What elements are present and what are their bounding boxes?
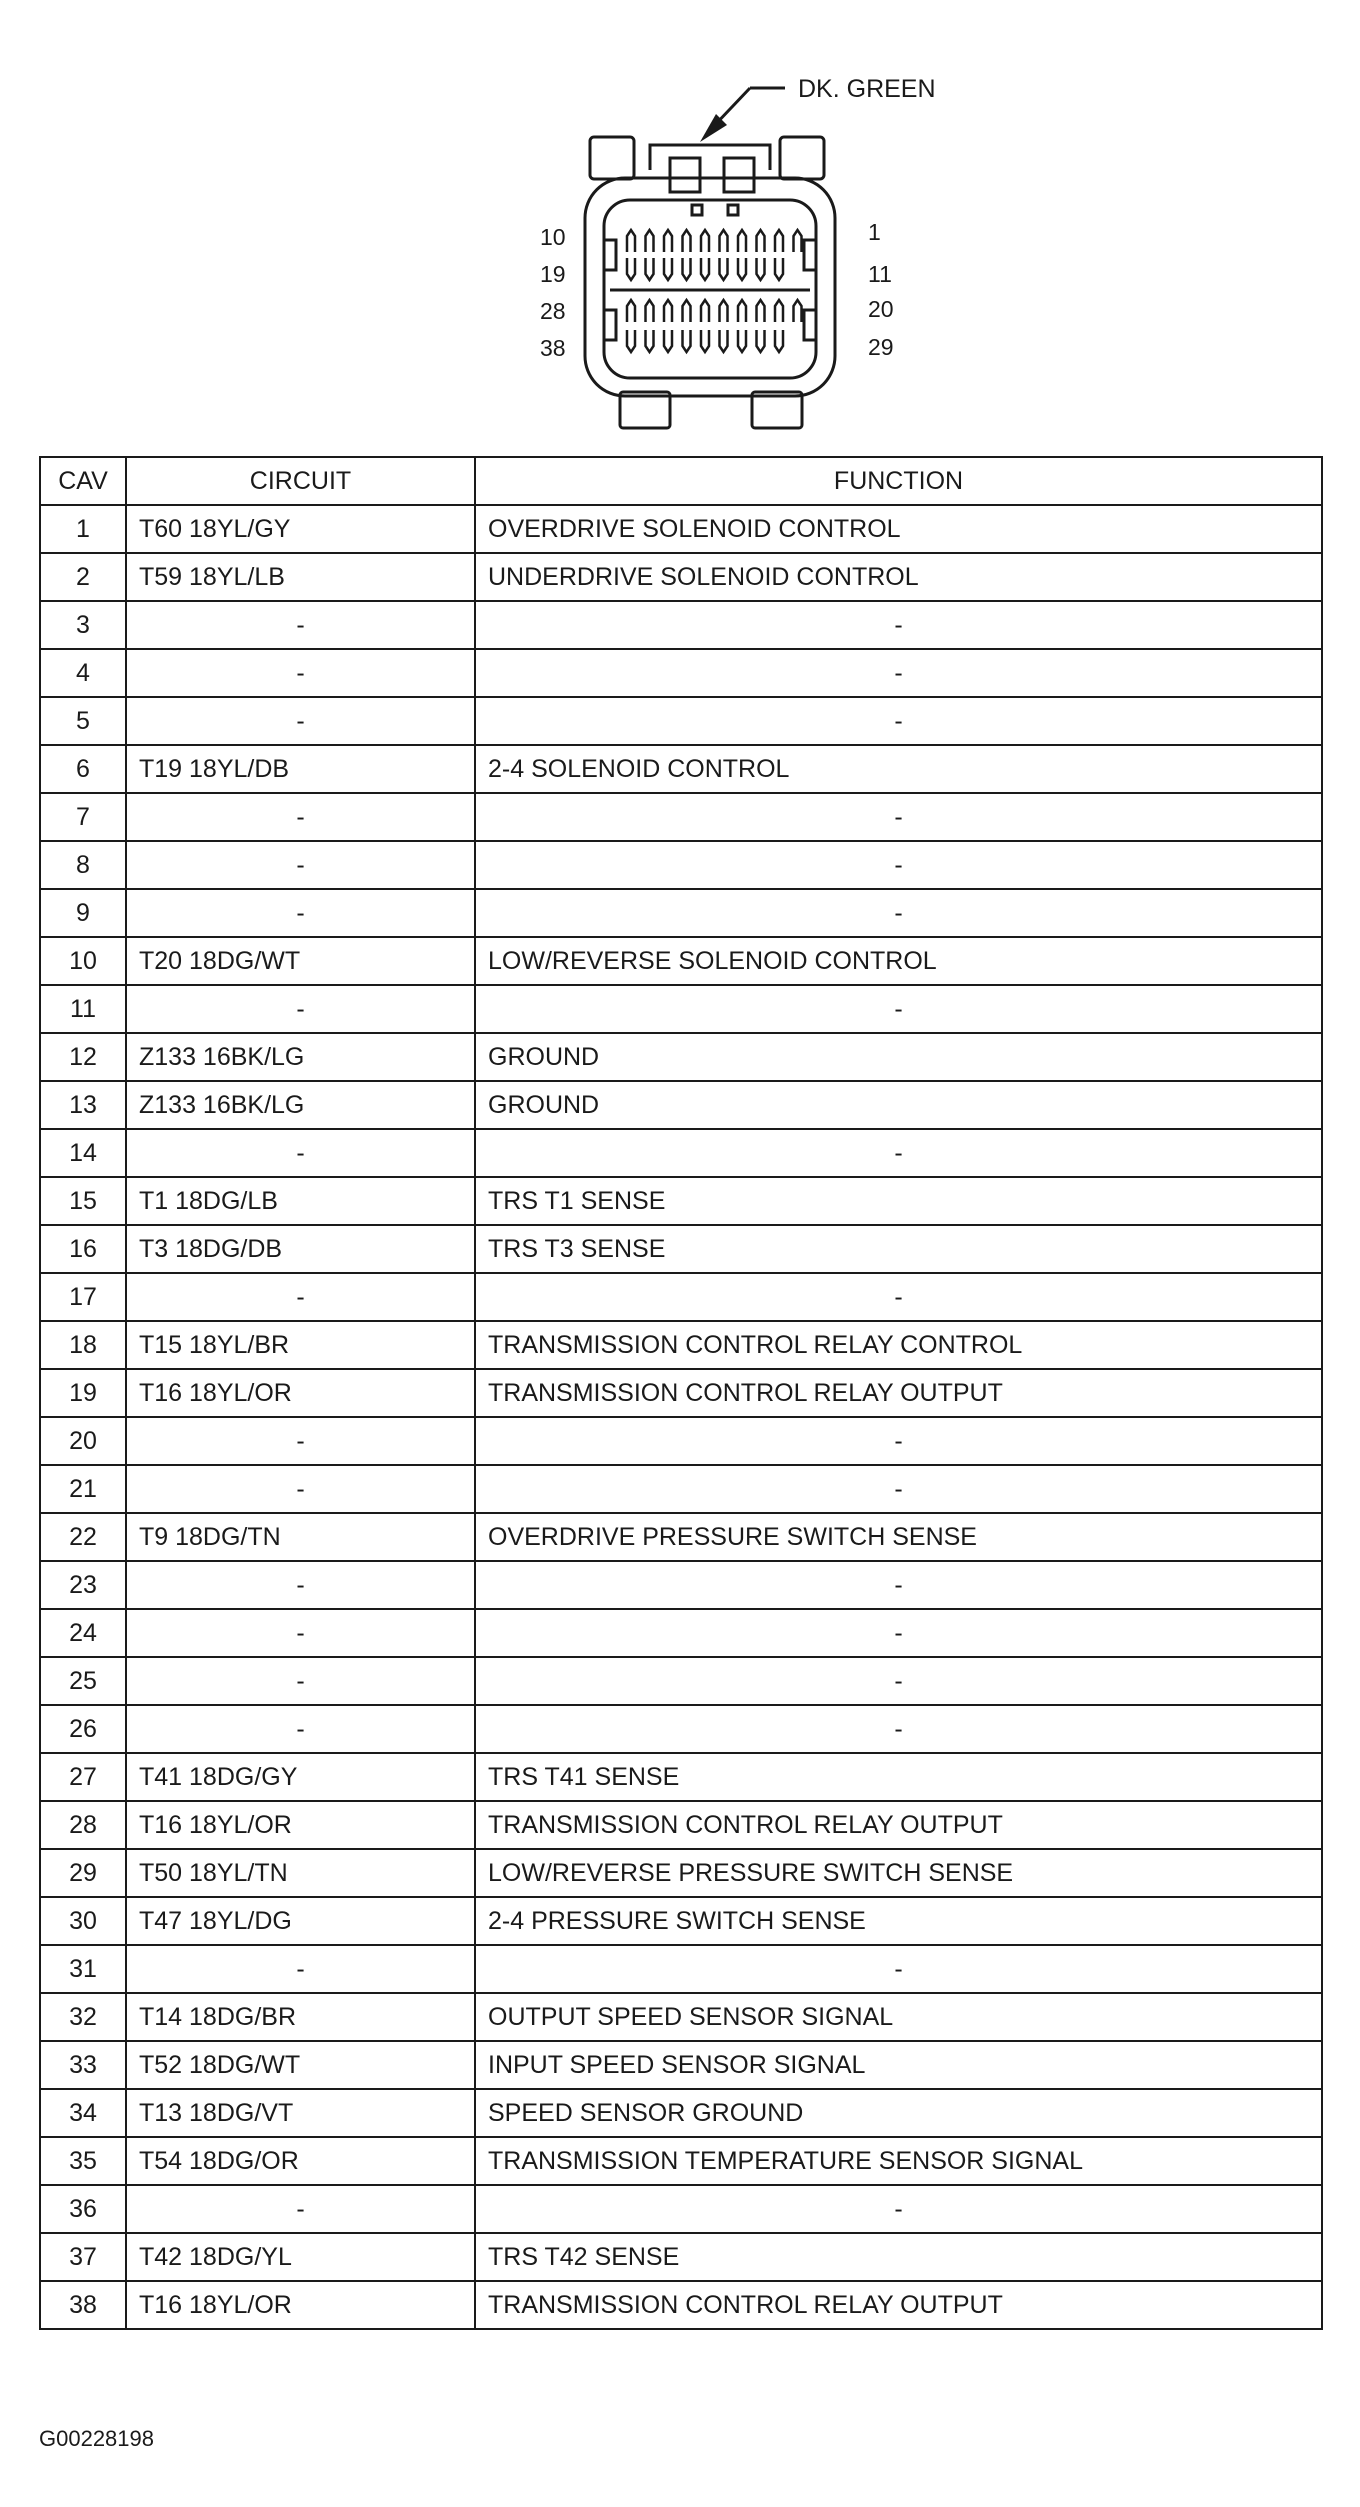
pin-terminal [701,330,709,352]
circuit-cell: T19 18YL/DB [126,745,475,793]
circuit-cell: T3 18DG/DB [126,1225,475,1273]
header-circuit: CIRCUIT [126,457,475,505]
pin-terminal [664,300,672,322]
table-row [40,841,1322,889]
function-cell: TRANSMISSION TEMPERATURE SENSOR SIGNAL [475,2137,1322,2185]
table-row [40,1945,1322,1993]
cavity-label-right-2: 11 [868,261,892,287]
cav-cell: 3 [40,601,126,649]
table-row [40,2185,1322,2233]
cav-cell: 18 [40,1321,126,1369]
table-row [40,1033,1322,1081]
table-row [40,2281,1322,2329]
pin-terminal [720,258,728,280]
circuit-cell: T50 18YL/TN [126,1849,475,1897]
function-cell: - [475,1465,1322,1513]
function-cell: UNDERDRIVE SOLENOID CONTROL [475,553,1322,601]
cav-cell: 28 [40,1801,126,1849]
cav-cell: 35 [40,2137,126,2185]
pin-terminal [738,330,746,352]
latch-tab-left [590,137,634,179]
function-cell: - [475,1945,1322,1993]
cav-cell: 17 [40,1273,126,1321]
circuit-cell: - [126,1609,475,1657]
table-row [40,937,1322,985]
cav-cell: 24 [40,1609,126,1657]
cav-cell: 11 [40,985,126,1033]
pin-terminal [775,230,783,252]
table-row [40,1177,1322,1225]
table-row [40,553,1322,601]
circuit-cell: T54 18DG/OR [126,2137,475,2185]
function-cell: - [475,1129,1322,1177]
pin-terminal [664,230,672,252]
function-cell: - [475,649,1322,697]
circuit-cell: - [126,601,475,649]
circuit-cell: T9 18DG/TN [126,1513,475,1561]
cav-cell: 25 [40,1657,126,1705]
connector-diagram [0,0,1360,450]
function-cell: 2-4 PRESSURE SWITCH SENSE [475,1897,1322,1945]
cavity-label-right-4: 29 [868,334,894,360]
circuit-cell: Z133 16BK/LG [126,1033,475,1081]
table-row [40,1993,1322,2041]
cavity-label-left-2: 19 [540,261,566,287]
pin-terminal [683,230,691,252]
cav-cell: 1 [40,505,126,553]
function-cell: - [475,1273,1322,1321]
table-row [40,649,1322,697]
table-row [40,1129,1322,1177]
cavity-label-left-3: 28 [540,298,566,324]
cav-cell: 13 [40,1081,126,1129]
table-row [40,1657,1322,1705]
cav-cell: 27 [40,1753,126,1801]
cav-cell: 20 [40,1417,126,1465]
cav-cell: 5 [40,697,126,745]
function-cell: TRS T42 SENSE [475,2233,1322,2281]
function-cell: TRANSMISSION CONTROL RELAY OUTPUT [475,1369,1322,1417]
table-row [40,1273,1322,1321]
function-cell: TRS T41 SENSE [475,1753,1322,1801]
function-cell: - [475,985,1322,1033]
function-cell: - [475,1609,1322,1657]
cav-cell: 30 [40,1897,126,1945]
pin-terminal [738,230,746,252]
cavity-label-left-1: 10 [540,224,566,250]
table-row [40,889,1322,937]
pin-terminal [646,230,654,252]
cav-cell: 2 [40,553,126,601]
circuit-cell: T47 18YL/DG [126,1897,475,1945]
table-row [40,2137,1322,2185]
function-cell: INPUT SPEED SENSOR SIGNAL [475,2041,1322,2089]
cav-cell: 38 [40,2281,126,2329]
circuit-cell: T15 18YL/BR [126,1321,475,1369]
function-cell: SPEED SENSOR GROUND [475,2089,1322,2137]
cav-cell: 10 [40,937,126,985]
pin-terminal [683,258,691,280]
cavity-label-right-1: 1 [868,219,881,245]
circuit-cell: T59 18YL/LB [126,553,475,601]
pin-terminal [683,300,691,322]
function-cell: OVERDRIVE PRESSURE SWITCH SENSE [475,1513,1322,1561]
pin-terminal [701,300,709,322]
pin-terminal [775,330,783,352]
circuit-cell: - [126,985,475,1033]
cav-cell: 26 [40,1705,126,1753]
table-row [40,1513,1322,1561]
circuit-cell: T52 18DG/WT [126,2041,475,2089]
pin-terminal [664,258,672,280]
pin-terminal [683,330,691,352]
circuit-cell: - [126,1129,475,1177]
table-row [40,1081,1322,1129]
pin-terminal [757,230,765,252]
pin-terminal [775,300,783,322]
circuit-cell: - [126,1273,475,1321]
cav-cell: 16 [40,1225,126,1273]
header-cav: CAV [40,457,126,505]
circuit-cell: - [126,1561,475,1609]
function-cell: - [475,1705,1322,1753]
cav-cell: 8 [40,841,126,889]
pin-terminal [646,300,654,322]
table-row [40,745,1322,793]
cav-cell: 12 [40,1033,126,1081]
cav-cell: 9 [40,889,126,937]
function-cell: OVERDRIVE SOLENOID CONTROL [475,505,1322,553]
cav-cell: 31 [40,1945,126,1993]
wire-color-label: DK. GREEN [798,75,936,103]
circuit-cell: T1 18DG/LB [126,1177,475,1225]
function-cell: - [475,1417,1322,1465]
circuit-cell: - [126,1705,475,1753]
function-cell: - [475,841,1322,889]
pin-terminal [720,330,728,352]
table-row [40,697,1322,745]
circuit-cell: - [126,1417,475,1465]
table-row [40,1753,1322,1801]
cav-cell: 32 [40,1993,126,2041]
pin-terminal [720,230,728,252]
cav-cell: 6 [40,745,126,793]
table-row [40,2041,1322,2089]
pin-terminal [720,300,728,322]
table-row [40,1897,1322,1945]
cav-cell: 34 [40,2089,126,2137]
circuit-cell: - [126,1465,475,1513]
function-cell: LOW/REVERSE PRESSURE SWITCH SENSE [475,1849,1322,1897]
pin-terminal [627,330,635,352]
function-cell: TRANSMISSION CONTROL RELAY CONTROL [475,1321,1322,1369]
function-cell: TRS T3 SENSE [475,1225,1322,1273]
function-cell: TRS T1 SENSE [475,1177,1322,1225]
pin-terminal [646,258,654,280]
circuit-cell: T20 18DG/WT [126,937,475,985]
function-cell: TRANSMISSION CONTROL RELAY OUTPUT [475,2281,1322,2329]
circuit-cell: T14 18DG/BR [126,1993,475,2041]
cav-cell: 37 [40,2233,126,2281]
table-row [40,2089,1322,2137]
table-row [40,1705,1322,1753]
pin-terminal [627,230,635,252]
pinout-table [39,456,1323,2330]
cav-cell: 29 [40,1849,126,1897]
function-cell: - [475,601,1322,649]
pin-terminal [757,258,765,280]
table-header-row [40,457,1322,505]
connector-body [585,178,835,396]
cavity-label-left-4: 38 [540,335,566,361]
circuit-cell: T41 18DG/GY [126,1753,475,1801]
table-row [40,793,1322,841]
cav-cell: 19 [40,1369,126,1417]
circuit-cell: - [126,793,475,841]
pin-terminal [627,300,635,322]
table-row [40,1609,1322,1657]
pin-terminal [757,300,765,322]
pin-terminal [757,330,765,352]
function-cell: - [475,2185,1322,2233]
circuit-cell: - [126,649,475,697]
function-cell: GROUND [475,1081,1322,1129]
cav-cell: 15 [40,1177,126,1225]
cav-cell: 7 [40,793,126,841]
circuit-cell: - [126,1657,475,1705]
circuit-cell: T60 18YL/GY [126,505,475,553]
circuit-cell: - [126,1945,475,1993]
cav-cell: 22 [40,1513,126,1561]
pin-terminal [794,230,802,252]
cavity-label-right-3: 20 [868,296,894,322]
function-cell: OUTPUT SPEED SENSOR SIGNAL [475,1993,1322,2041]
table-row [40,1801,1322,1849]
table-row [40,601,1322,649]
pin-terminal [794,300,802,322]
circuit-cell: T42 18DG/YL [126,2233,475,2281]
circuit-cell: - [126,2185,475,2233]
pin-terminal [701,258,709,280]
pin-terminal [738,300,746,322]
table-row [40,1561,1322,1609]
circuit-cell: - [126,697,475,745]
header-function: FUNCTION [475,457,1322,505]
circuit-cell: T16 18YL/OR [126,1369,475,1417]
cav-cell: 4 [40,649,126,697]
function-cell: - [475,697,1322,745]
table-row [40,505,1322,553]
function-cell: - [475,793,1322,841]
cav-cell: 23 [40,1561,126,1609]
pin-terminal [775,258,783,280]
table-row [40,1369,1322,1417]
table-row [40,1225,1322,1273]
table-row [40,1321,1322,1369]
pin-terminal [738,258,746,280]
circuit-cell: T16 18YL/OR [126,1801,475,1849]
function-cell: 2-4 SOLENOID CONTROL [475,745,1322,793]
function-cell: LOW/REVERSE SOLENOID CONTROL [475,937,1322,985]
latch-tab-right [780,137,824,179]
circuit-cell: T13 18DG/VT [126,2089,475,2137]
table-row [40,1465,1322,1513]
function-cell: - [475,1657,1322,1705]
function-cell: - [475,1561,1322,1609]
cav-cell: 21 [40,1465,126,1513]
cav-cell: 36 [40,2185,126,2233]
circuit-cell: - [126,841,475,889]
function-cell: - [475,889,1322,937]
cav-cell: 14 [40,1129,126,1177]
pin-terminal [664,330,672,352]
circuit-cell: T16 18YL/OR [126,2281,475,2329]
table-row [40,1849,1322,1897]
cav-cell: 33 [40,2041,126,2089]
circuit-cell: - [126,889,475,937]
function-cell: GROUND [475,1033,1322,1081]
figure-id: G00228198 [39,2426,154,2451]
table-row [40,2233,1322,2281]
pin-terminal [646,330,654,352]
circuit-cell: Z133 16BK/LG [126,1081,475,1129]
pin-terminal [627,258,635,280]
table-row [40,985,1322,1033]
pin-terminal [701,230,709,252]
table-row [40,1417,1322,1465]
function-cell: TRANSMISSION CONTROL RELAY OUTPUT [475,1801,1322,1849]
